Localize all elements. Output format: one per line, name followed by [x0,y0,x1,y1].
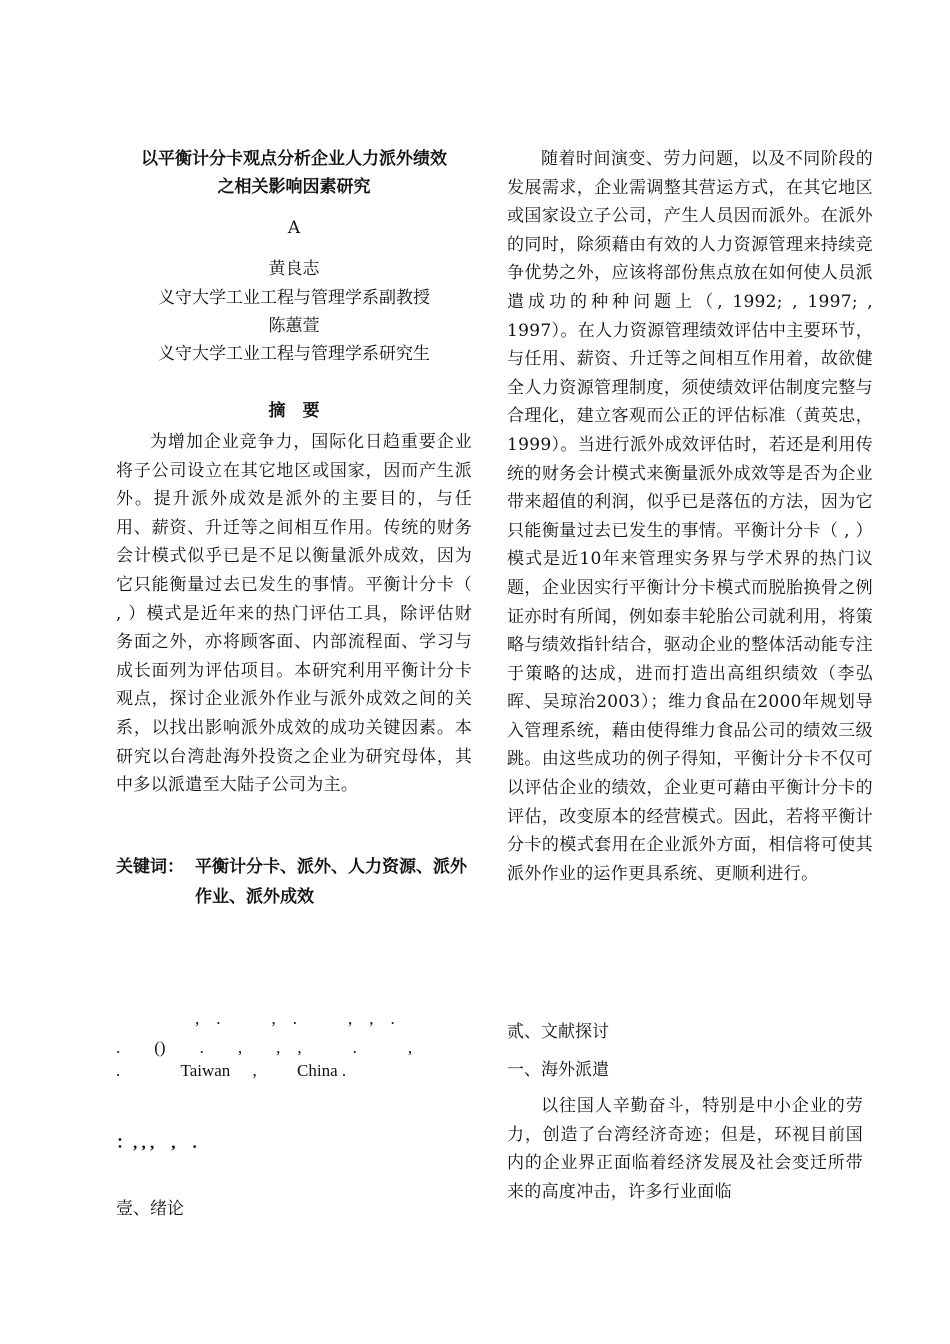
affiliation-2: 义守大学工业工程与管理学系研究生 [158,344,430,364]
section-heading-literature: 贰、文献探讨 [507,1022,609,1042]
latin-china: China . [297,1061,347,1080]
introduction-paragraph: 随着时间演变、劳力问题，以及不同阶段的发展需求，企业需调整其营运方式，在其它地区或国家设立子公司，产生人员因而派外。在派外的同时，除须藉由有效的人力资源管理来持续竞争优势之外，应该将部份焦点放在如何使人员派遣成功的种种问题上（, 1992; , 1997; , 1997）。在人力资源管理绩效评估中主要环节，与任用、薪资、升迁等之间相互作用着，故欲健全人力资源管理制度，须使绩效评估制度完整与合理化，建立客观而公正的评估标准（黄英忠，1999）。当进行派外成效评估时，若还是利用传统的财务会计模式来衡量派外成效等是否为企业带来超值的利润，似乎已是落伍的方法，因为它只能衡量过去已发生的事情。平衡计分卡（ , ）模式是近10年来管理实务界与学术界的热门议题，企业因实行平衡计分卡模式而脱胎换骨之例证亦时有所闻，例如泰丰轮胎公司就利用，将策略与绩效指针结合，驱动企业的整体活动能专注于策略的达成，进而打造出高组织绩效（李弘晖、吴琼治2003）；维力食品在2000年规划导入管理系统，藉由使得维力食品公司的绩效三级跳。由这些成功的例子得知，平衡计分卡不仅可以评估企业的绩效，企业更可藉由平衡计分卡的评估，改变原本的经营模式。因此，若将平衡计分卡的模式套用在企业派外方面，相信将可使其派外作业的运作更具系统、更顺利进行。 [507,149,873,884]
latin-comma: , [252,1061,257,1080]
paper-title [116,145,472,201]
subsection-heading-expatriation: 一、海外派遣 [507,1060,609,1080]
author-2: 陈蕙萱 [268,316,320,336]
keywords-text: 平衡计分卡、派外、人力资源、派外作业、派外成效 [195,857,467,907]
abstract-body: 为增加企业竞争力，国际化日趋重要企业将子公司设立在其它地区或国家，因而产生派外。提升派外成效是派外的主要目的，与任用、薪资、升迁等之间相互作用。传统的财务会计模式似乎已是不足以衡量派外成效，因为它只能衡量过去已发生的事情。平衡计分卡（ , ）模式是近年来的热门评估工具，除评估财务面之外，亦将顾客面、内部流程面、学习与成长面列为评估项目。本研究利用平衡计分卡观点，探讨企业派外作业与派外成效之间的关系，以找出影响派外成效的成功关键因素。本研究以台湾赴海外投资之企业为研究母体，其中多以派遣至大陆子公司为主。 [116,432,472,796]
author-1: 黄良志 [268,259,320,279]
section-heading-introduction: 壹、绪论 [116,1199,184,1219]
expatriation-paragraph: 以往国人辛勤奋斗，特别是中小企业的劳力，创造了台湾经济奇迹；但是，环视目前国内的企业界正面临着经济发展及社会变迁所带来的高度冲击，许多行业面临 [507,1096,863,1202]
keywords [116,852,472,912]
title-line-2: 之相关影响因素研究 [217,177,371,197]
english-keywords: ：, , , , . [116,1133,197,1152]
keywords-label: 关键词： [116,857,184,877]
english-abstract-line-1: , . , . , , . [195,1009,395,1028]
english-abstract-line-2: . () . , , , . , [116,1038,413,1057]
latin-taiwan: Taiwan [180,1061,231,1080]
affiliation-1: 义守大学工业工程与管理学系副教授 [158,288,430,308]
title-marker: A [287,218,301,238]
title-line-1: 以平衡计分卡观点分析企业人力派外绩效 [141,149,447,169]
latin-dot: . [116,1061,121,1080]
abstract-heading: 摘 要 [268,401,320,421]
english-abstract-line-3 [116,1061,346,1081]
